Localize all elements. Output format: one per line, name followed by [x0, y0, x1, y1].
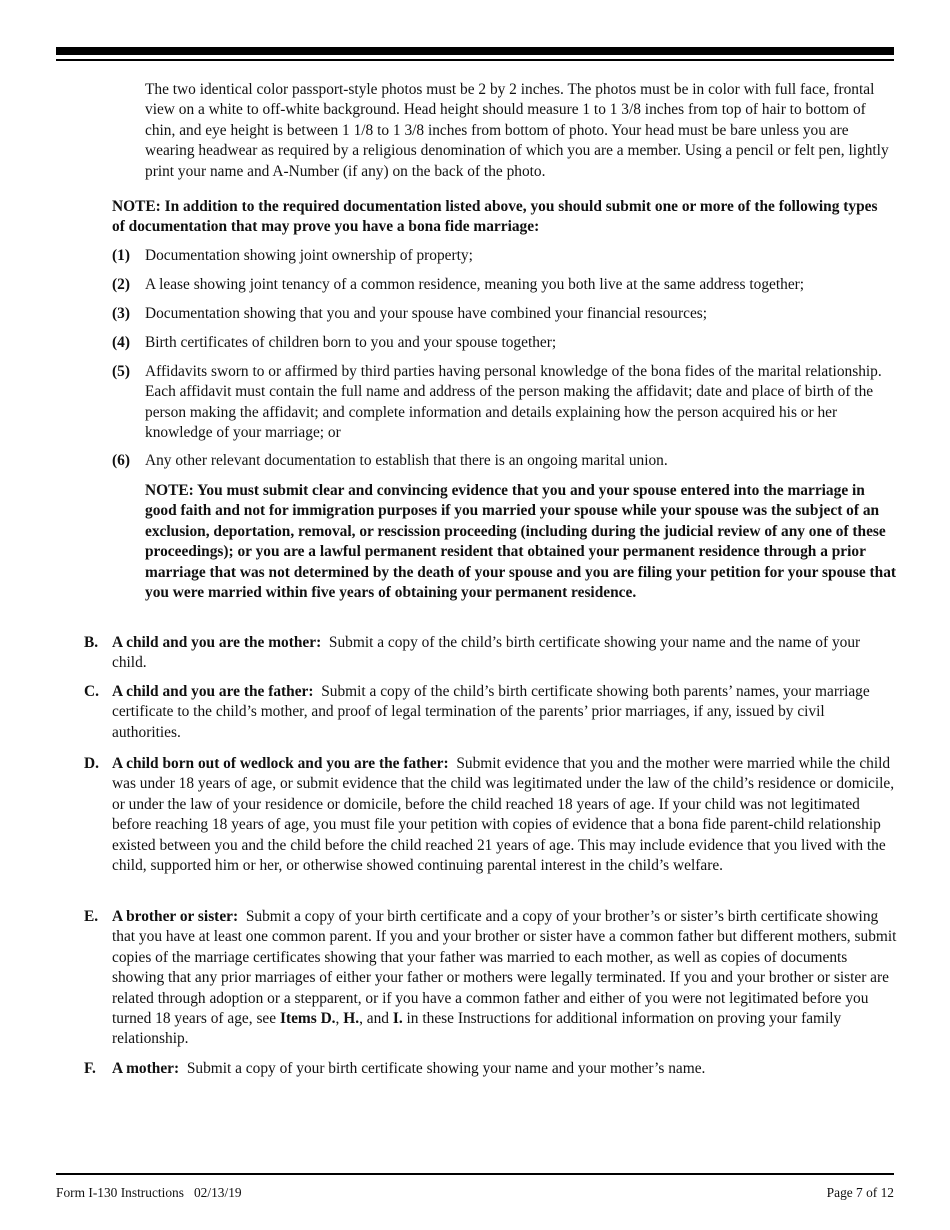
item-body — [112, 754, 897, 876]
item-heading: A brother or sister: — [112, 908, 239, 925]
note-documentation: NOTE: In addition to the required documentation listed above, you should submit one or more of the following types of documentation that may prove you have a bona fide marriage: — [112, 198, 878, 236]
item-body — [112, 1059, 897, 1079]
item-heading: A child and you are the mother: — [112, 634, 322, 651]
item-body — [112, 682, 897, 743]
header-rule-thick — [56, 47, 894, 55]
item-reference: H. — [343, 1010, 360, 1028]
item-number: (5) — [112, 363, 130, 380]
item-text: Affidavits sworn to or affirmed by third parties having personal knowledge of the bona fides of the marital relationship. Each affidavit must contain the full name and address of the person making the affidavit; date and place of birth of the person making the affidavit; and complete information and details explaining how the person acquired his or her knowledge of your marriage; or — [145, 363, 882, 442]
item-heading: A child and you are the father: — [112, 683, 314, 700]
item-text: Submit a copy of the child’s birth certificate showing your name and the name of your child. — [112, 634, 861, 672]
item-body — [112, 633, 897, 674]
item-text: Submit a copy of your birth certificate showing your name and your mother’s name. — [186, 1060, 706, 1077]
item-reference: Items D. — [279, 1010, 336, 1028]
item-number: (6) — [112, 452, 130, 469]
item-text: A lease showing joint tenancy of a common residence, meaning you both live at the same address together; — [145, 276, 805, 293]
item-text-tail: in these Instructions for additional information on proving your family relationship. — [112, 1010, 842, 1048]
reference-separator: , — [335, 1010, 344, 1028]
note-evidence: NOTE: You must submit clear and convincing evidence that you and your spouse entered into the marriage in good faith and not for immigration purposes if you married your spouse while your spouse was the subject of an exclusion, deportation, removal, or rescission proceeding (including during the judicial review of any one of these proceedings); or you are a lawful permanent resident that obtained your permanent residence through a prior marriage that was not determined by the death of your spouse and you are filing your petition for your spouse that you were married within five years of obtaining your permanent residence. — [145, 482, 897, 602]
photos-paragraph: The two identical color passport-style photos must be 2 by 2 inches. The photos must be in color with full face, frontal view on a white to off-white background. Head height should measure 1 to 1 3/8 inches from top of hair to bottom of chin, and eye height is between 1 1/8 to 1 3/8 inches from bottom of photo. Your head must be bare unless you are wearing headwear as required by a religious denomination of which you are a member. Using a pencil or felt pen, lightly print your name and A-Number (if any) on the back of the photo. — [145, 81, 889, 180]
item-number: (4) — [112, 334, 130, 351]
item-letter: C. — [84, 683, 99, 700]
item-letter: F. — [84, 1060, 96, 1077]
item-reference: I. — [392, 1010, 403, 1028]
item-text: Any other relevant documentation to establish that there is an ongoing marital union. — [145, 452, 668, 469]
item-text: Submit evidence that you and the mother were married while the child was under 18 years of age, or submit evidence that the child was legitimated under the law of the child’s residence or domicile, or under the law of your residence or domicile, before the child reached 18 years of age. If your child was not legitimated before reaching 18 years of age, you must file your petition with copies of evidence that a bona fide parent-child relationship existed between you and the child before the child reached 21 years of age. This may include evidence that you lived with the child, supported him or her, or otherwise showed continuing parental interest in the child’s welfare. — [112, 755, 895, 875]
item-text: Documentation showing that you and your spouse have combined your financial resources; — [145, 305, 708, 322]
header-rule-thin — [56, 59, 894, 61]
item-heading: A child born out of wedlock and you are the father: — [112, 755, 449, 772]
item-letter: E. — [84, 908, 99, 925]
item-body — [112, 907, 897, 1050]
item-heading: A mother: — [112, 1060, 180, 1077]
footer-rule — [56, 1173, 894, 1175]
item-text: Submit a copy of the child’s birth certificate showing both parents’ names, your marriage certificate to the child’s mother, and proof of legal termination of the parents’ prior marriages, if any, issued by civil authorities. — [112, 683, 870, 741]
item-number: (3) — [112, 305, 130, 322]
item-text: Documentation showing joint ownership of property; — [145, 247, 473, 264]
footer-page-number: Page 7 of 12 — [826, 1185, 894, 1200]
item-number: (1) — [112, 247, 130, 264]
reference-separator: , and — [359, 1010, 393, 1028]
item-text: Submit a copy of your birth certificate and a copy of your brother’s or sister’s birth certificate showing that you have at least one common parent. If you and your brother or sister have a common father but different mothers, submit copies of the marriage certificates showing that your father was married to each mother, as well as copies of documents showing that any prior marriages of either your father or mothers were legally terminated. If you and your brother or sister are related through adoption or a stepparent, or if you have a common father and either of you were not legitimated before you turned 18 years of age, see — [112, 908, 897, 1028]
item-letter: B. — [84, 634, 99, 651]
item-number: (2) — [112, 276, 130, 293]
item-letter: D. — [84, 755, 99, 772]
footer-form-id: Form I-130 Instructions 02/13/19 — [56, 1185, 242, 1200]
item-text: Birth certificates of children born to you and your spouse together; — [145, 334, 557, 351]
